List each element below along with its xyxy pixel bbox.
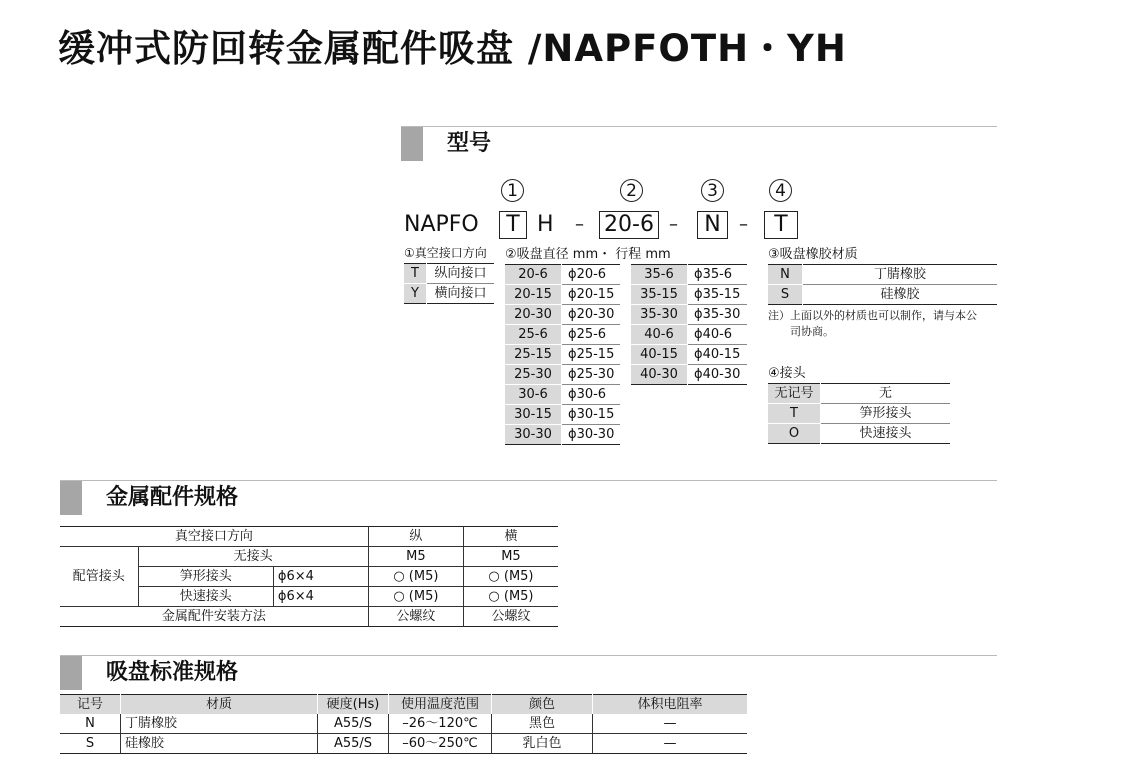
model-prefix: NAPFO [404,212,479,237]
table-row: 30-15 ϕ30-15 [505,405,620,425]
model-box-rubber: N [697,211,728,239]
table-row: 快速接头 ϕ6×4 ○ (M5) ○ (M5) [60,587,558,607]
table-row: 40-15 ϕ40-15 [631,345,747,365]
model-dash-2: – [669,214,678,235]
table-metal-fitting [60,526,558,627]
circle-marker-3: 3 [701,179,724,202]
table-row: 40-6 ϕ40-6 [631,325,747,345]
model-box-fitting: T [764,211,798,239]
table-diameter-a [505,264,620,445]
table-row: Y 横向接口 [404,284,494,304]
model-dash-1: – [575,214,584,235]
table-port-direction [404,263,494,304]
circle-marker-1: 1 [501,179,524,202]
table-row: 无记号 无 [768,384,950,404]
table-row: 30-30 ϕ30-30 [505,425,620,445]
model-box-size: 20-6 [599,211,659,239]
label-fitting: ④接头 [768,366,806,381]
section-header-pad [60,655,997,689]
table-row: 20-30 ϕ20-30 [505,305,620,325]
table-row: S 硅橡胶 [768,285,997,305]
table-row: 笋形接头 ϕ6×4 ○ (M5) ○ (M5) [60,567,558,587]
table-row: 配管接头 无接头 M5 M5 [60,547,558,567]
model-box-port: T [499,211,527,239]
table-row: N 丁腈橡胶 A55/S –26～120℃ 黑色 — [60,714,747,734]
table-row: 35-30 ϕ35-30 [631,305,747,325]
table-row: N 丁腈橡胶 [768,265,997,285]
table-row: S 硅橡胶 A55/S –60～250℃ 乳白色 — [60,734,747,754]
section-title-metal: 金属配件规格 [106,485,239,510]
model-dash-3: – [739,214,748,235]
table-row: T 笋形接头 [768,404,950,424]
table-row: 20-15 ϕ20-15 [505,285,620,305]
note-material-line2: 司协商。 [790,325,834,338]
page-title: 缓冲式防回转金属配件吸盘 /NAPFOTH・YH [58,27,847,70]
table-row: 真空接口方向 纵 横 [60,527,558,547]
table-diameter-b [631,264,747,385]
table-row: 35-6 ϕ35-6 [631,265,747,285]
table-row: O 快速接头 [768,424,950,444]
table-pad-spec [60,694,747,754]
table-row: 金属配件安装方法 公螺纹 公螺纹 [60,607,558,627]
label-rubber-material: ③吸盘橡胶材质 [768,247,858,262]
table-row: 40-30 ϕ40-30 [631,365,747,385]
table-row: 25-30 ϕ25-30 [505,365,620,385]
label-diameter-stroke: ②吸盘直径 mm・ 行程 mm [505,247,671,262]
section-title-pad: 吸盘标准规格 [106,660,239,685]
table-header-row: 记号 材质 硬度(Hs) 使用温度范围 颜色 体积电阻率 [60,695,747,715]
table-row: 30-6 ϕ30-6 [505,385,620,405]
label-port-direction: ①真空接口方向 [404,246,487,260]
section-header-metal [60,480,997,514]
table-row: T 纵向接口 [404,264,494,284]
note-material-line1: 注）上面以外的材质也可以制作，请与本公 [768,309,977,322]
table-rubber-material [768,264,997,305]
circle-marker-4: 4 [769,179,792,202]
table-row: 20-6 ϕ20-6 [505,265,620,285]
table-row: 25-15 ϕ25-15 [505,345,620,365]
model-mid: H [537,212,554,237]
circle-marker-2: 2 [620,179,643,202]
table-row: 25-6 ϕ25-6 [505,325,620,345]
section-header-model [401,126,997,160]
table-fitting [768,383,950,444]
section-title-model: 型号 [447,131,492,156]
table-row: 35-15 ϕ35-15 [631,285,747,305]
